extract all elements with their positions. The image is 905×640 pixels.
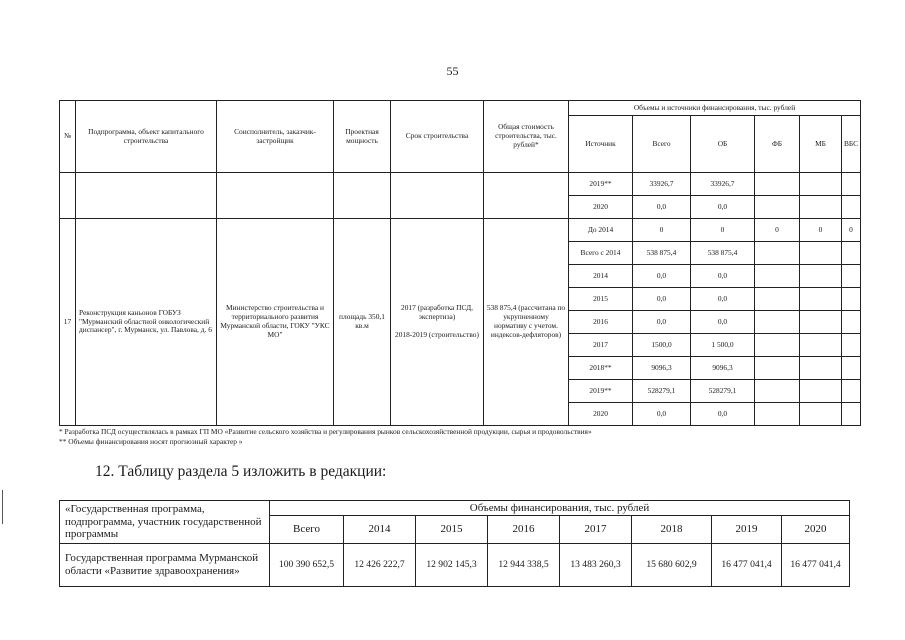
mb-cell xyxy=(800,311,842,334)
project-term-build: 2018-2019 (строительство) xyxy=(395,329,479,339)
mb-cell xyxy=(800,265,842,288)
mb-cell xyxy=(800,334,842,357)
value-cell: 12 944 338,5 xyxy=(488,544,560,587)
header-executor: Соисполнитель, заказчик-застройщик xyxy=(217,101,334,173)
fb-cell xyxy=(755,403,800,426)
header-ob: ОБ xyxy=(691,116,755,173)
total-cell: 9096,3 xyxy=(633,357,691,380)
prev-executor-cell xyxy=(217,173,334,219)
year-cell: 2020 xyxy=(569,196,633,219)
year-cell: 2016 xyxy=(569,311,633,334)
total-cell: 528279,1 xyxy=(633,380,691,403)
project-num: 17 xyxy=(60,219,76,426)
ob-cell: 0,0 xyxy=(691,265,755,288)
financing-table xyxy=(59,500,850,587)
project-name: Реконструкция каньонов ГОБУЗ "Мурманский областной онкологический диспансер", г. Мурманск, ул. Павлова, д. 6 xyxy=(76,219,217,426)
project-total-cost: 538 875,4 (рассчитана по укрупненному нормативу с учетом. индексов-дефляторов) xyxy=(484,219,569,426)
footnote-2: ** Объемы финансирования носят прогнозный характер » xyxy=(59,437,243,446)
project-capacity: площадь 350,1 кв.м xyxy=(334,219,391,426)
header-num: № xyxy=(60,101,76,173)
vbs-cell xyxy=(842,265,861,288)
column-header: Всего xyxy=(270,516,344,544)
vbs-cell xyxy=(842,334,861,357)
fb-cell xyxy=(755,334,800,357)
ob-cell: 528279,1 xyxy=(691,380,755,403)
total-cell: 1500,0 xyxy=(633,334,691,357)
header-mb: МБ xyxy=(800,116,842,173)
table-row xyxy=(60,173,861,196)
total-cell: 0,0 xyxy=(633,311,691,334)
vbs-cell xyxy=(842,311,861,334)
ob-cell: 0,0 xyxy=(691,311,755,334)
prev-capacity-cell xyxy=(334,173,391,219)
mb-cell xyxy=(800,288,842,311)
prev-cost-cell xyxy=(484,173,569,219)
value-cell: 16 477 041,4 xyxy=(782,544,850,587)
project-term xyxy=(391,219,484,426)
column-header: 2015 xyxy=(416,516,488,544)
column-header: 2016 xyxy=(488,516,560,544)
fb-cell xyxy=(755,311,800,334)
prev-term-cell xyxy=(391,173,484,219)
mb-cell xyxy=(800,242,842,265)
fb-cell xyxy=(755,196,800,219)
year-cell: 2020 xyxy=(569,403,633,426)
fb-cell xyxy=(755,173,800,196)
total-cell: 0,0 xyxy=(633,288,691,311)
total-cell: 0,0 xyxy=(633,403,691,426)
fb-cell: 0 xyxy=(755,219,800,242)
program-name: Государственная программа Мурманской области «Развитие здравоохранения» xyxy=(60,544,270,587)
year-cell: До 2014 xyxy=(569,219,633,242)
year-cell: 2017 xyxy=(569,334,633,357)
vbs-cell xyxy=(842,173,861,196)
project-term-design: 2017 (разработка ПСД, экспертиза) xyxy=(401,303,473,322)
page-number: 55 xyxy=(446,64,459,78)
year-cell: 2015 xyxy=(569,288,633,311)
year-cell: 2019** xyxy=(569,173,633,196)
header-total-cost: Общая стоимость строительства, тыс. рублей* xyxy=(484,101,569,173)
prev-name-cell xyxy=(76,173,217,219)
total-cell: 0,0 xyxy=(633,196,691,219)
year-cell: 2019** xyxy=(569,380,633,403)
total-cell: 538 875,4 xyxy=(633,242,691,265)
margin-mark xyxy=(2,490,3,524)
ob-cell: 1 500,0 xyxy=(691,334,755,357)
ob-cell: 0,0 xyxy=(691,196,755,219)
vbs-cell xyxy=(842,196,861,219)
ob-cell: 0,0 xyxy=(691,403,755,426)
column-header: 2017 xyxy=(560,516,632,544)
capital-construction-table xyxy=(59,100,861,426)
year-cell: 2018** xyxy=(569,357,633,380)
mb-cell: 0 xyxy=(800,219,842,242)
value-cell: 100 390 652,5 xyxy=(270,544,344,587)
column-header: 2020 xyxy=(782,516,850,544)
value-cell: 15 680 602,9 xyxy=(632,544,712,587)
vbs-cell xyxy=(842,242,861,265)
project-executor: Министерство строительства и территориального развития Мурманской области, ГОКУ "УКС МО" xyxy=(217,219,334,426)
ob-cell: 0 xyxy=(691,219,755,242)
value-cell: 16 477 041,4 xyxy=(712,544,782,587)
year-cell: Всего с 2014 xyxy=(569,242,633,265)
prev-num-cell xyxy=(60,173,76,219)
value-cell: 13 483 260,3 xyxy=(560,544,632,587)
vbs-cell xyxy=(842,288,861,311)
total-cell: 0 xyxy=(633,219,691,242)
footnote-1: * Разработка ПСД осуществлялась в рамках ГП МО «Развитие сельского хозяйства и регулирования рынков сельскохозяйственной продукции, сырья и продовольствия» xyxy=(59,427,592,436)
header-subprogram: Подпрограмма, объект капитального строительства xyxy=(76,101,217,173)
value-cell: 12 902 145,3 xyxy=(416,544,488,587)
column-header: 2018 xyxy=(632,516,712,544)
vbs-cell xyxy=(842,357,861,380)
value-cell: 12 426 222,7 xyxy=(344,544,416,587)
header-financing-volume: Объемы финансирования, тыс. рублей xyxy=(270,501,850,516)
fb-cell xyxy=(755,288,800,311)
table-row xyxy=(60,219,861,242)
mb-cell xyxy=(800,380,842,403)
header-vbs: ВБС xyxy=(842,116,861,173)
header-total: Всего xyxy=(633,116,691,173)
vbs-cell xyxy=(842,403,861,426)
table-row xyxy=(60,544,850,587)
header-program: «Государственная программа, подпрограмма, участник государственной программы xyxy=(60,501,270,544)
ob-cell: 538 875,4 xyxy=(691,242,755,265)
fb-cell xyxy=(755,265,800,288)
header-fb: ФБ xyxy=(755,116,800,173)
year-cell: 2014 xyxy=(569,265,633,288)
ob-cell: 33926,7 xyxy=(691,173,755,196)
header-capacity: Проектная мощность xyxy=(334,101,391,173)
vbs-cell: 0 xyxy=(842,219,861,242)
column-header: 2019 xyxy=(712,516,782,544)
ob-cell: 0,0 xyxy=(691,288,755,311)
mb-cell xyxy=(800,403,842,426)
fb-cell xyxy=(755,357,800,380)
mb-cell xyxy=(800,357,842,380)
total-cell: 33926,7 xyxy=(633,173,691,196)
total-cell: 0,0 xyxy=(633,265,691,288)
mb-cell xyxy=(800,173,842,196)
fb-cell xyxy=(755,242,800,265)
ob-cell: 9096,3 xyxy=(691,357,755,380)
header-term: Срок строительства xyxy=(391,101,484,173)
column-header: 2014 xyxy=(344,516,416,544)
header-financing: Объемы и источники финансирования, тыс. рублей xyxy=(569,101,861,116)
fb-cell xyxy=(755,380,800,403)
header-source: Источник xyxy=(569,116,633,173)
section-heading: 12. Таблицу раздела 5 изложить в редакции: xyxy=(95,463,387,480)
mb-cell xyxy=(800,196,842,219)
vbs-cell xyxy=(842,380,861,403)
